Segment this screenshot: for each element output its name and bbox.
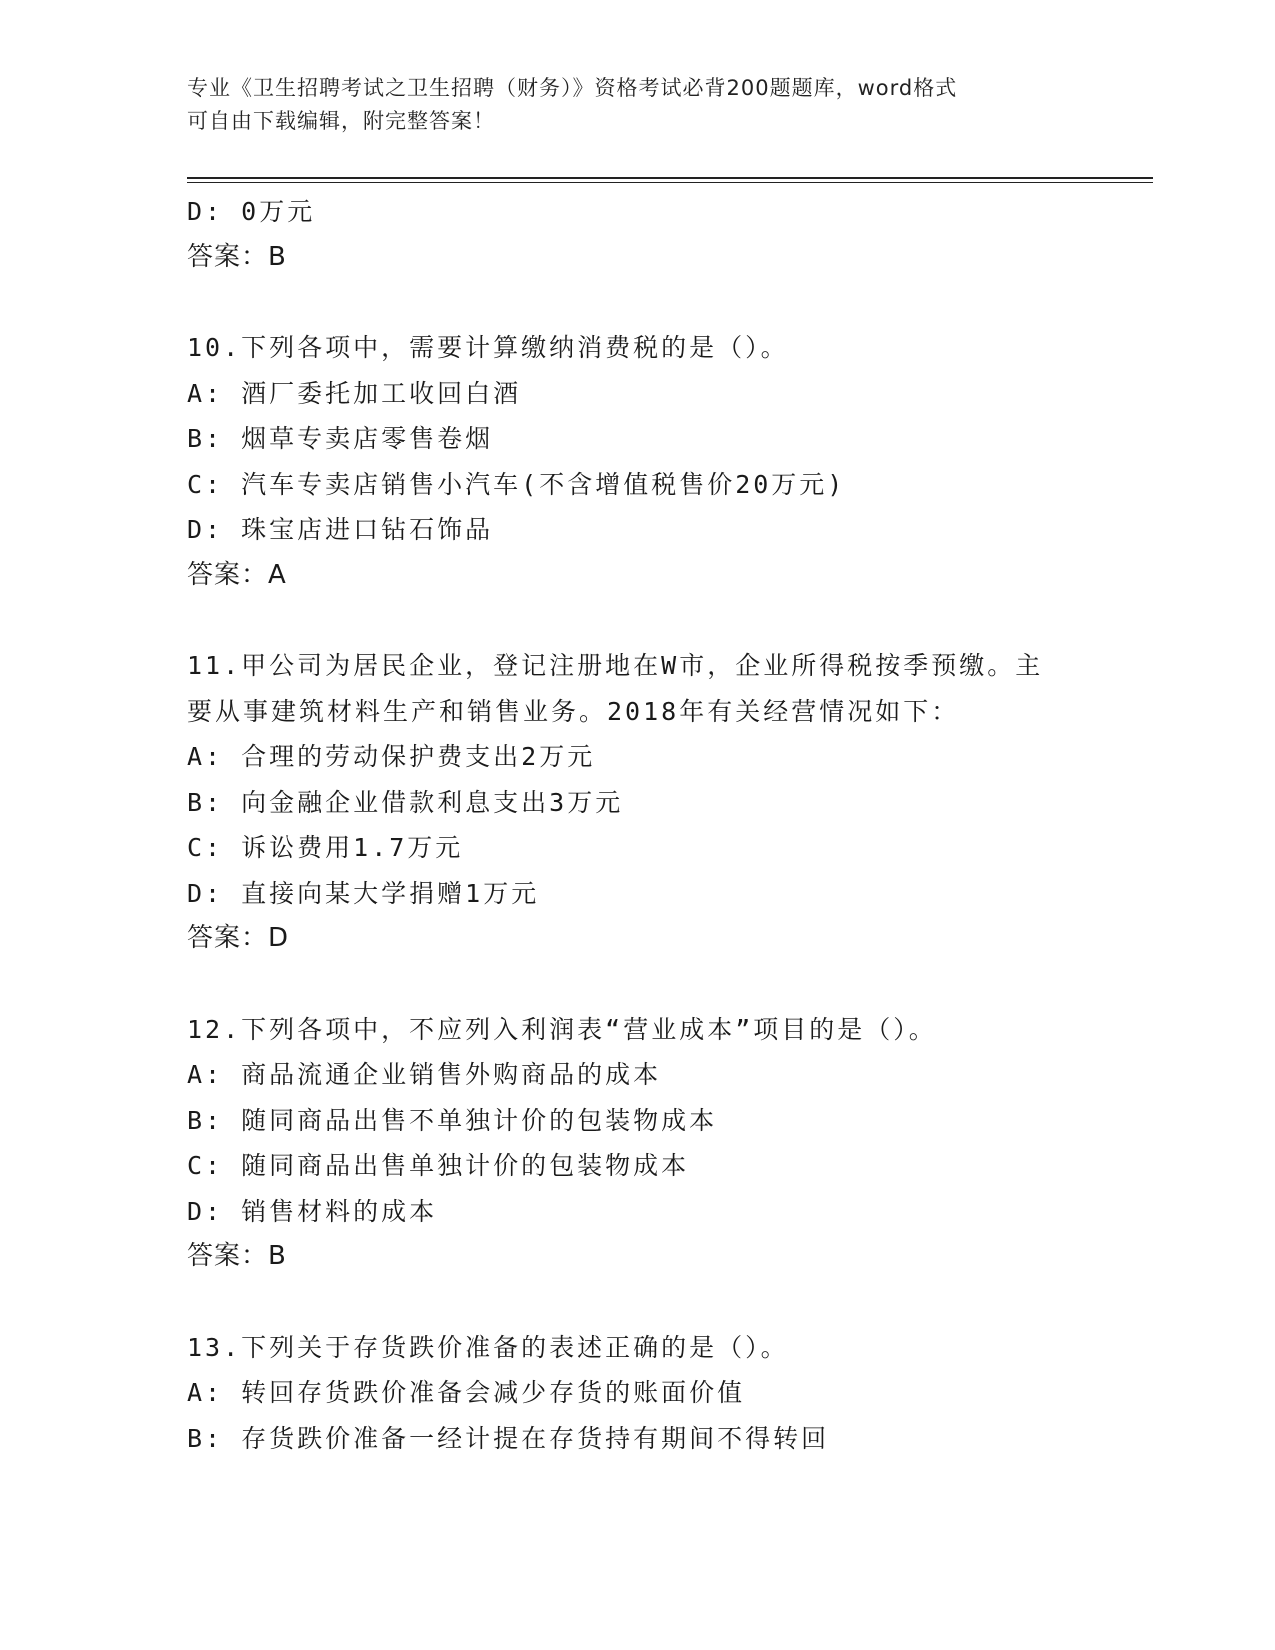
question-stem: 11.甲公司为居民企业，登记注册地在W市，企业所得税按季预缴。主 bbox=[187, 651, 1044, 680]
question-11 bbox=[187, 643, 1147, 962]
question-13 bbox=[187, 1325, 1147, 1462]
option-b: B: 向金融企业借款利息支出3万元 bbox=[187, 787, 624, 817]
option-b: B: 随同商品出售不单独计价的包装物成本 bbox=[187, 1105, 718, 1135]
option-a: A: 酒厂委托加工收回白酒 bbox=[187, 378, 522, 408]
header-rule-thick bbox=[187, 177, 1153, 179]
header-rule-thin bbox=[187, 182, 1153, 183]
option-b: B: 存货跌价准备一经计提在存货持有期间不得转回 bbox=[187, 1423, 830, 1453]
option-d: D: 销售材料的成本 bbox=[187, 1196, 438, 1226]
option-c: C: 随同商品出售单独计价的包装物成本 bbox=[187, 1151, 690, 1180]
option-d: D: 珠宝店进口钻石饰品 bbox=[187, 515, 494, 544]
option-a: A: 转回存货跌价准备会减少存货的账面价值 bbox=[187, 1378, 746, 1407]
question-stem: 13.下列关于存货跌价准备的表述正确的是（）。 bbox=[187, 1332, 789, 1362]
question-stem: 10.下列各项中，需要计算缴纳消费税的是（）。 bbox=[187, 333, 789, 362]
option-a: A: 商品流通企业销售外购商品的成本 bbox=[187, 1060, 662, 1089]
header-line-2: 可自由下载编辑，附完整答案！ bbox=[187, 109, 495, 133]
prev-answer: 答案：B bbox=[187, 241, 287, 272]
header-line-1: 专业《卫生招聘考试之卫生招聘（财务）》资格考试必背200题题库，word格式 bbox=[187, 76, 958, 100]
question-12 bbox=[187, 1007, 1147, 1280]
document-header bbox=[187, 72, 1087, 138]
option-b: B: 烟草专卖店零售卷烟 bbox=[187, 424, 494, 453]
prev-option-d: D: 0万元 bbox=[187, 197, 316, 226]
option-c: C: 诉讼费用1.7万元 bbox=[187, 833, 464, 862]
option-d: D: 直接向某大学捐赠1万元 bbox=[187, 878, 540, 908]
answer: 答案：D bbox=[187, 923, 290, 953]
question-list bbox=[187, 189, 1147, 1461]
answer: 答案：B bbox=[187, 1241, 287, 1271]
question-10 bbox=[187, 325, 1147, 598]
question-stem-cont: 要从事建筑材料生产和销售业务。2018年有关经营情况如下： bbox=[187, 696, 960, 726]
question-stem: 12.下列各项中，不应列入利润表“营业成本”项目的是（）。 bbox=[187, 1014, 937, 1044]
option-c: C: 汽车专卖店销售小汽车(不含增值税售价20万元) bbox=[187, 469, 846, 499]
answer: 答案：A bbox=[187, 559, 287, 590]
option-a: A: 合理的劳动保护费支出2万元 bbox=[187, 742, 596, 771]
